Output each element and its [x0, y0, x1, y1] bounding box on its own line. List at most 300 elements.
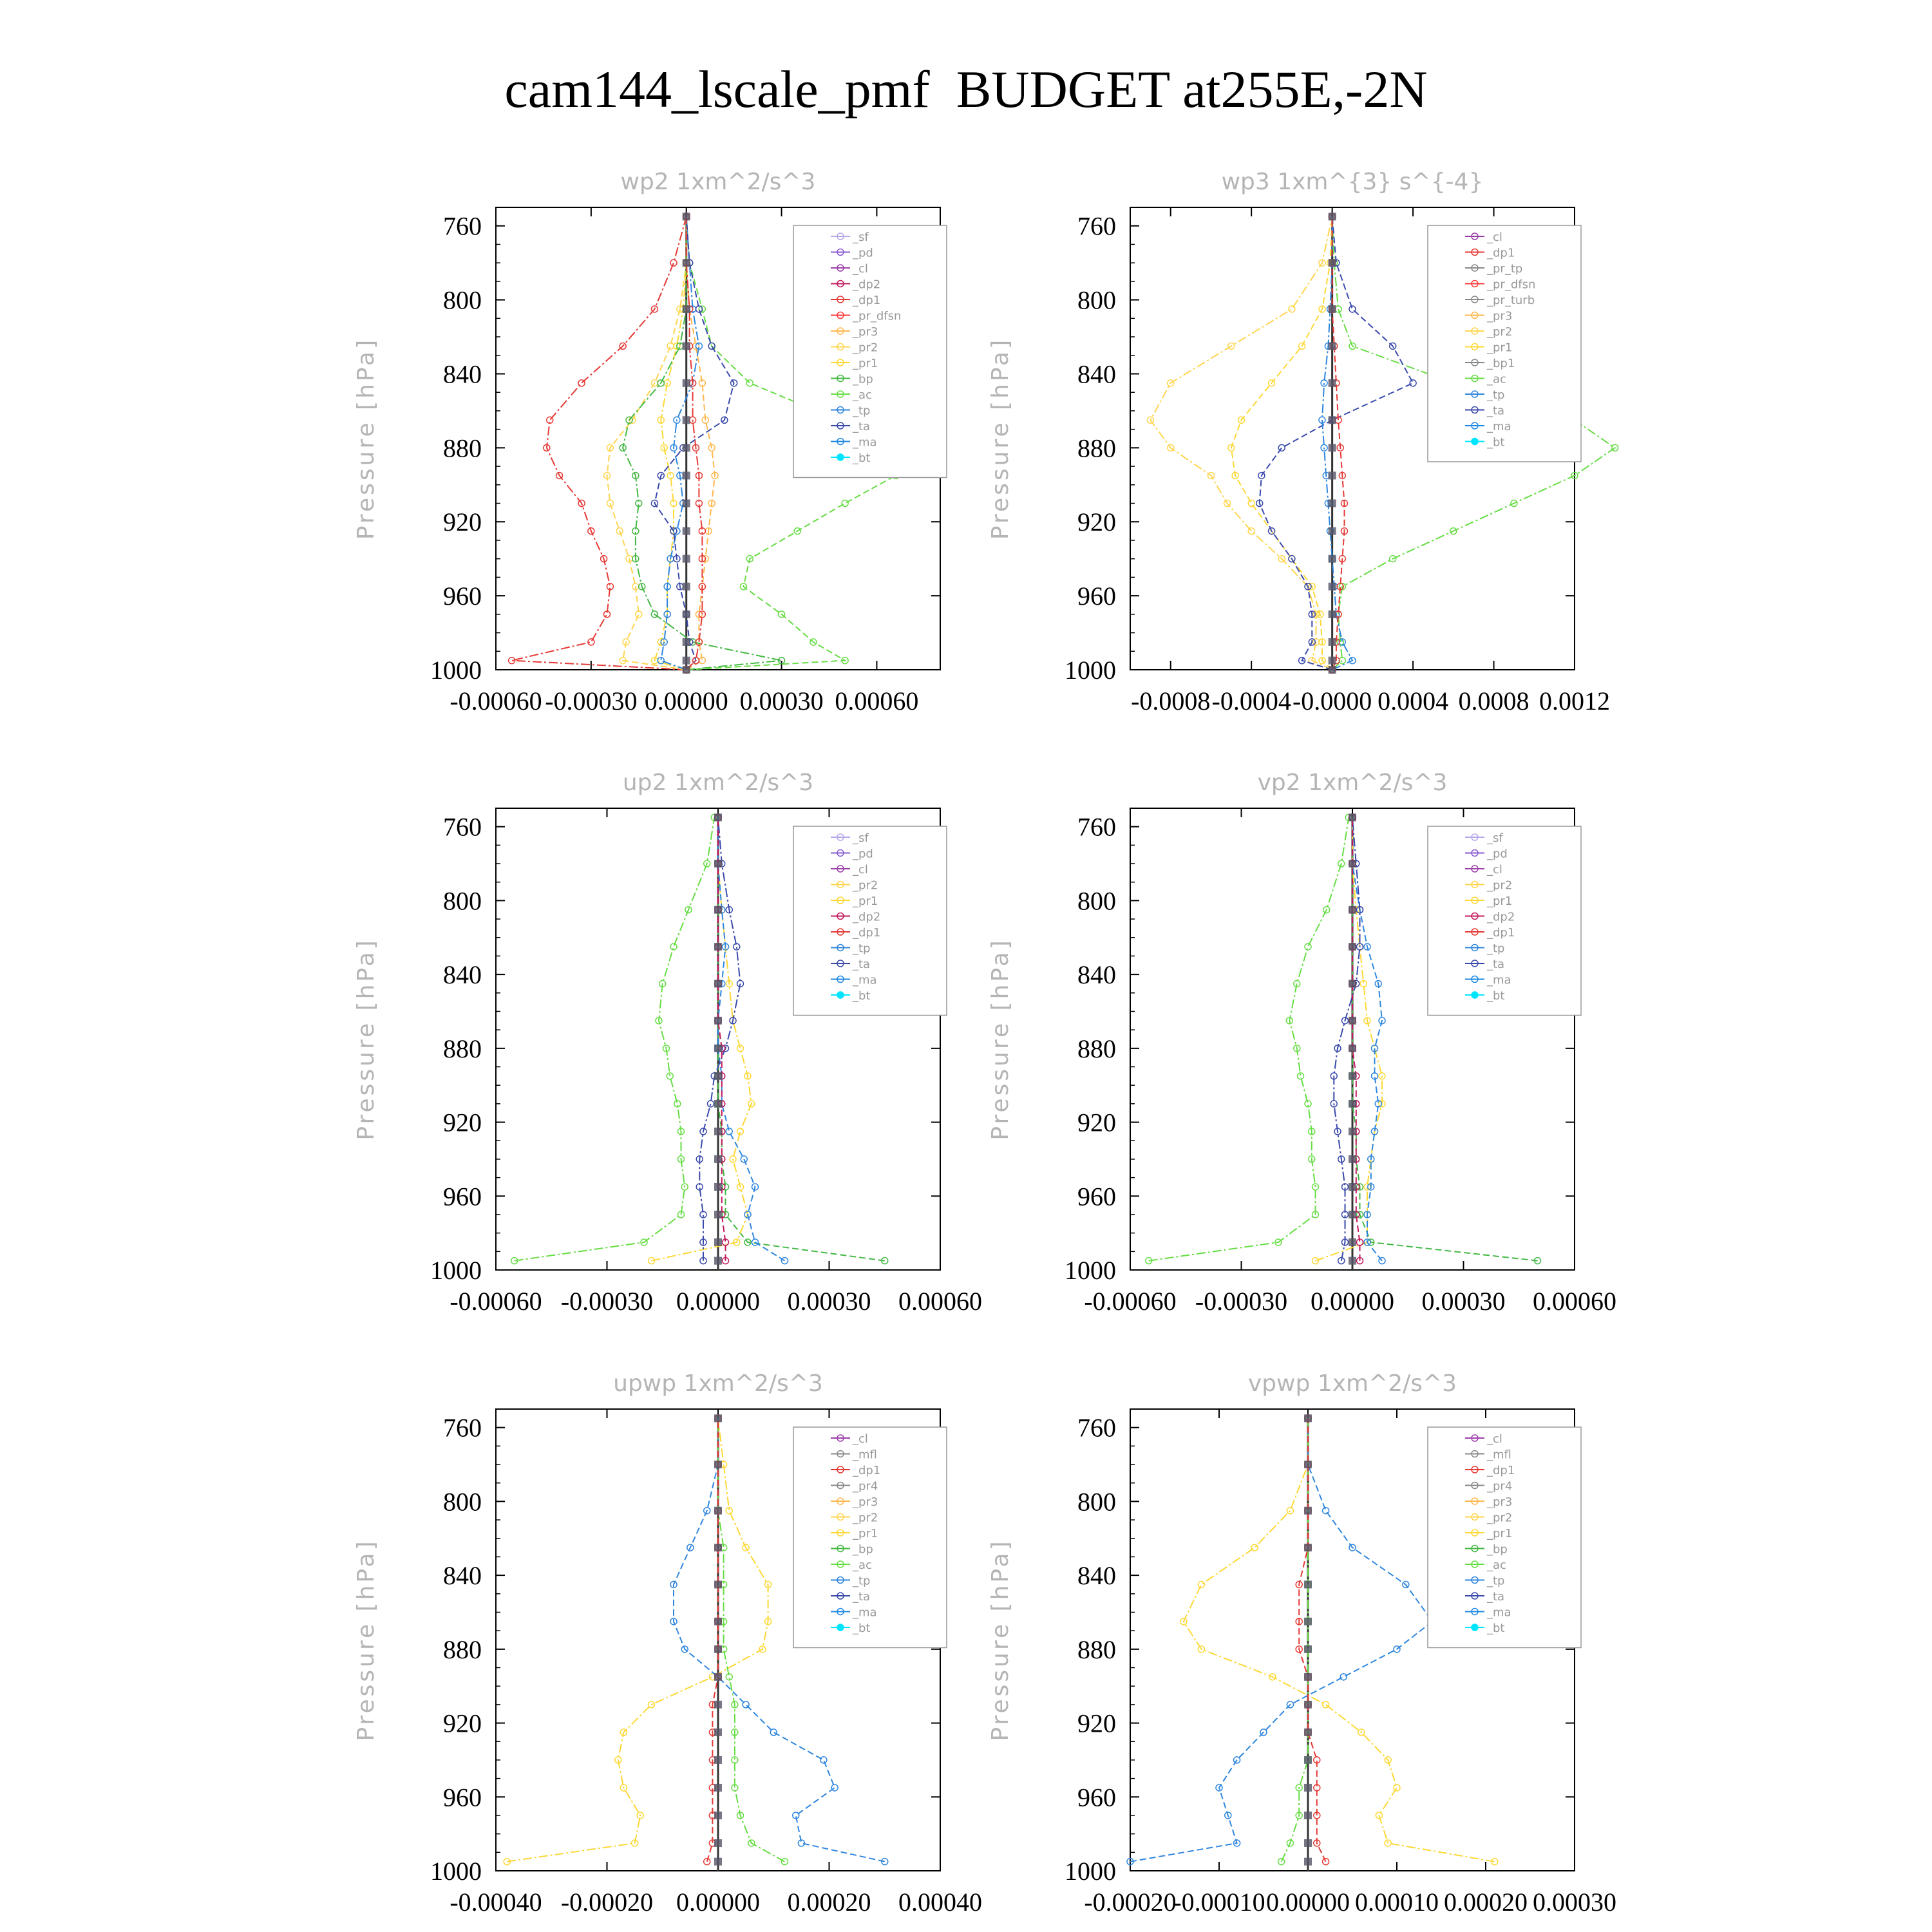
series-line	[1231, 216, 1332, 670]
legend-label: _ma	[1487, 420, 1511, 433]
x-tick-label: 0.00000	[676, 1888, 760, 1917]
legend-marker	[837, 992, 844, 998]
legend-label: _cl	[1487, 231, 1502, 244]
zero-marker	[683, 500, 690, 507]
chart-panel-6	[987, 1370, 1616, 1917]
data-point	[708, 1101, 714, 1107]
y-tick-label: 840	[443, 960, 482, 990]
zero-marker	[714, 1756, 722, 1764]
legend-label: _ta	[1487, 1590, 1505, 1604]
legend-label: _dp2	[1487, 910, 1515, 924]
y-tick-label: 800	[1077, 285, 1116, 315]
zero-marker	[1349, 980, 1356, 987]
zero-marker	[1329, 638, 1336, 646]
y-tick-label: 880	[443, 1034, 482, 1063]
x-tick-label: 0.00060	[898, 1287, 982, 1316]
data-point	[746, 380, 753, 386]
legend-marker	[1472, 1624, 1478, 1631]
y-axis-label: Pressure [hPa]	[353, 337, 379, 540]
data-point	[770, 1729, 777, 1736]
zero-marker	[1349, 1100, 1356, 1108]
series-line	[718, 1418, 785, 1861]
legend-label: _bt	[1487, 1622, 1505, 1635]
y-tick-label: 920	[443, 1709, 482, 1738]
data-point	[1278, 444, 1285, 451]
legend-label: _pr2	[853, 878, 878, 893]
zero-marker	[683, 657, 690, 665]
legend-label: _pr2	[1487, 878, 1513, 893]
series-line	[654, 216, 734, 670]
y-tick-label: 1000	[1065, 1256, 1116, 1285]
zero-marker	[1349, 1072, 1356, 1080]
chart-panel-4	[987, 770, 1616, 1316]
zero-marker	[1304, 1507, 1312, 1515]
data-point	[1340, 1674, 1347, 1680]
legend-label: _pr_tp	[1487, 262, 1523, 276]
zero-marker	[1349, 1017, 1356, 1025]
x-tick-label: 0.00000	[644, 687, 728, 715]
y-tick-label: 1000	[430, 656, 482, 685]
legend-label: _ac	[1487, 1558, 1506, 1572]
legend-label: _ta	[853, 958, 871, 971]
y-tick-label: 760	[443, 211, 482, 241]
legend-label: _dp1	[853, 294, 881, 307]
data-point	[1323, 1508, 1329, 1514]
zero-marker	[1329, 213, 1336, 220]
zero-marker	[1304, 1645, 1312, 1653]
zero-marker	[714, 1211, 722, 1218]
x-tick-label: -0.00060	[450, 1287, 542, 1316]
y-tick-label: 1000	[430, 1857, 482, 1886]
y-tick-label: 960	[443, 1783, 482, 1812]
zero-marker	[1304, 1812, 1312, 1819]
panel-title: vp2 1xm^2/s^3	[1257, 770, 1448, 796]
zero-marker	[714, 1839, 722, 1847]
legend-label: _tp	[853, 942, 871, 956]
y-tick-label: 960	[443, 1182, 482, 1211]
y-tick-label: 920	[1077, 1709, 1116, 1738]
x-tick-label: 0.00060	[1533, 1287, 1616, 1316]
legend-label: _pr2	[853, 1511, 878, 1525]
zero-marker	[714, 1618, 722, 1625]
legend-label: _pr1	[853, 895, 878, 908]
legend-label: _ta	[1487, 404, 1505, 418]
legend-label: _bp	[853, 372, 873, 386]
data-point	[1248, 500, 1255, 507]
x-tick-label: 0.00040	[898, 1888, 982, 1917]
legend-label: _tp	[853, 1574, 871, 1588]
legend-label: _dp1	[853, 1464, 881, 1477]
legend-label: _pd	[1487, 847, 1508, 861]
legend-label: _pd	[853, 847, 873, 861]
zero-marker	[1329, 444, 1336, 451]
legend-label: _ac	[1487, 372, 1506, 386]
legend-label: _ac	[853, 1558, 872, 1572]
y-axis-label: Pressure [hPa]	[353, 1539, 379, 1741]
legend-label: _pr_dfsn	[853, 309, 902, 323]
zero-marker	[714, 1461, 722, 1468]
series-line	[512, 216, 687, 670]
legend-label: _pd	[853, 246, 873, 260]
legend-label: _pr4	[1487, 1479, 1513, 1493]
y-axis-label: Pressure [hPa]	[353, 938, 379, 1141]
zero-marker	[714, 1812, 722, 1819]
y-tick-label: 880	[443, 433, 482, 463]
zero-marker	[714, 1257, 722, 1265]
legend-label: _cl	[1487, 1432, 1502, 1446]
chart-panel-5	[353, 1370, 982, 1917]
zero-marker	[1329, 583, 1336, 591]
y-tick-label: 760	[1077, 812, 1116, 842]
x-tick-label: -0.00060	[1084, 1287, 1177, 1316]
legend-label: _tp	[853, 404, 871, 418]
legend-label: _pr1	[1487, 1527, 1513, 1540]
legend-label: _bt	[1487, 989, 1505, 1003]
zero-marker	[714, 943, 722, 951]
y-tick-label: 760	[1077, 1413, 1116, 1443]
zero-marker	[714, 1238, 722, 1246]
zero-marker	[1349, 860, 1356, 867]
x-tick-label: -0.00030	[1195, 1287, 1288, 1316]
zero-marker	[714, 906, 722, 914]
data-point	[667, 1073, 673, 1079]
x-tick-label: -0.00060	[450, 687, 542, 715]
data-point	[1323, 1701, 1329, 1708]
legend-label: _ta	[853, 420, 871, 433]
legend-label: _tp	[1487, 1574, 1505, 1588]
legend-label: _dp1	[1487, 926, 1515, 940]
legend-label: _mfl	[853, 1448, 877, 1462]
legend-marker	[1472, 992, 1478, 998]
legend-label: _dp2	[853, 910, 881, 924]
legend-label: _pr2	[853, 341, 878, 355]
zero-marker	[1349, 1155, 1356, 1163]
x-tick-label: 0.00000	[1266, 1888, 1350, 1917]
y-tick-label: 1000	[1065, 1857, 1116, 1886]
zero-marker	[1349, 1183, 1356, 1191]
zero-marker	[714, 1414, 722, 1422]
legend-label: _bt	[853, 451, 871, 465]
x-tick-label: -0.0000	[1292, 687, 1372, 715]
zero-marker	[714, 1183, 722, 1191]
data-point	[1251, 1544, 1258, 1551]
legend-label: _bp	[853, 1542, 873, 1557]
data-point	[670, 260, 677, 266]
legend-marker	[837, 1624, 844, 1631]
legend-label: _pr2	[1487, 1511, 1513, 1525]
legend-label: _pr3	[1487, 309, 1513, 323]
series-line	[654, 216, 686, 670]
x-tick-label: 0.00000	[676, 1287, 760, 1316]
zero-marker	[1329, 611, 1336, 618]
data-point	[1248, 528, 1255, 535]
x-tick-label: -0.00040	[450, 1888, 542, 1917]
zero-marker	[683, 638, 690, 646]
y-tick-label: 920	[1077, 1108, 1116, 1137]
x-tick-label: 0.00020	[1444, 1888, 1528, 1917]
zero-marker	[683, 555, 690, 563]
legend-label: _pr4	[853, 1479, 878, 1493]
chart-panel-1	[353, 169, 947, 715]
legend-label: _pr1	[1487, 895, 1513, 908]
zero-marker	[714, 1100, 722, 1108]
y-tick-label: 880	[1077, 1634, 1116, 1664]
legend-label: _ac	[853, 388, 872, 402]
zero-marker	[1329, 471, 1336, 479]
data-point	[578, 380, 585, 386]
zero-marker	[1304, 1858, 1312, 1866]
y-tick-label: 800	[1077, 886, 1116, 916]
zero-marker	[1329, 500, 1336, 507]
x-tick-label: 0.0008	[1458, 687, 1530, 715]
zero-marker	[683, 416, 690, 424]
data-point	[670, 943, 677, 950]
legend-label: _ta	[1487, 958, 1505, 971]
y-tick-label: 960	[1077, 1182, 1116, 1211]
zero-marker	[1349, 1238, 1356, 1246]
data-point	[1360, 980, 1367, 987]
y-tick-label: 960	[1077, 582, 1116, 611]
zero-marker	[683, 213, 690, 220]
x-tick-label: 0.00030	[1533, 1888, 1616, 1917]
data-point	[1339, 658, 1345, 664]
legend-label: _dp2	[853, 278, 881, 292]
zero-marker	[1349, 906, 1356, 914]
zero-marker	[714, 1728, 722, 1736]
legend-label: _bp1	[1487, 357, 1515, 370]
zero-marker	[714, 1017, 722, 1025]
data-point	[1394, 1785, 1400, 1791]
x-tick-label: 0.0004	[1378, 687, 1449, 715]
chart-panel-3	[353, 770, 982, 1316]
zero-marker	[683, 471, 690, 479]
legend-label: _ma	[853, 435, 877, 450]
zero-marker	[1304, 1701, 1312, 1709]
y-axis-label: Pressure [hPa]	[987, 938, 1014, 1141]
x-tick-label: 0.00000	[1311, 1287, 1394, 1316]
zero-marker	[1329, 305, 1336, 313]
zero-marker	[714, 1507, 722, 1515]
legend-label: _pr1	[853, 1527, 878, 1540]
zero-marker	[1304, 1784, 1312, 1792]
zero-marker	[1349, 1045, 1356, 1052]
series-line	[507, 1418, 768, 1861]
zero-marker	[1329, 416, 1336, 424]
data-point	[1289, 306, 1295, 312]
zero-marker	[683, 666, 690, 674]
zero-marker	[683, 379, 690, 387]
zero-marker	[1304, 1618, 1312, 1625]
series-line	[1332, 216, 1345, 670]
y-tick-label: 840	[1077, 1561, 1116, 1591]
x-tick-label: -0.00030	[560, 1287, 654, 1316]
zero-marker	[1349, 943, 1356, 951]
y-tick-label: 760	[1077, 211, 1116, 241]
data-point	[831, 1785, 838, 1791]
y-tick-label: 840	[1077, 960, 1116, 990]
series-line	[1282, 1418, 1308, 1861]
data-point	[820, 1757, 827, 1763]
y-tick-label: 840	[443, 1561, 482, 1591]
zero-marker	[1349, 1257, 1356, 1265]
legend-label: _cl	[1487, 863, 1502, 876]
data-point	[636, 611, 642, 618]
legend-label: _sf	[1487, 831, 1503, 845]
zero-marker	[1349, 1211, 1356, 1218]
x-tick-label: 0.00010	[1355, 1888, 1439, 1917]
page-title: cam144_lscale_pmf BUDGET at255E,-2N	[504, 60, 1428, 118]
zero-marker	[1329, 657, 1336, 665]
zero-marker	[1304, 1673, 1312, 1681]
zero-marker	[714, 1645, 722, 1653]
x-tick-label: -0.00020	[1084, 1888, 1177, 1917]
legend-label: _pr_turb	[1487, 294, 1535, 307]
series-line	[515, 817, 715, 1260]
legend-label: _pr1	[1487, 341, 1513, 355]
zero-marker	[1329, 666, 1336, 674]
x-tick-label: -0.0004	[1211, 687, 1291, 715]
legend-label: _tp	[1487, 388, 1505, 402]
zero-marker	[1304, 1580, 1312, 1588]
zero-marker	[1329, 259, 1336, 267]
data-point	[1321, 380, 1327, 386]
legend-label: _bp	[1487, 1542, 1508, 1557]
data-point	[1287, 1508, 1293, 1514]
data-point	[1305, 943, 1311, 950]
zero-marker	[714, 1784, 722, 1792]
panel-title: vpwp 1xm^2/s^3	[1247, 1370, 1457, 1397]
series-line	[1130, 1418, 1432, 1861]
x-tick-label: -0.00020	[560, 1888, 654, 1917]
chart-panel-2	[987, 169, 1618, 715]
x-tick-label: 0.00030	[787, 1287, 871, 1316]
x-tick-label: -0.0008	[1131, 687, 1211, 715]
x-tick-label: 0.00030	[739, 687, 824, 715]
zero-marker	[714, 1072, 722, 1080]
legend-label: _mfl	[1487, 1448, 1511, 1462]
legend-label: _dp1	[1487, 1464, 1515, 1477]
zero-marker	[1349, 813, 1356, 821]
x-tick-label: 0.0012	[1539, 687, 1610, 715]
y-tick-label: 760	[443, 1413, 482, 1443]
zero-marker	[683, 342, 690, 350]
data-point	[743, 1701, 749, 1708]
y-tick-label: 800	[443, 886, 482, 916]
legend-label: _cl	[853, 262, 868, 276]
y-tick-label: 760	[443, 812, 482, 842]
zero-marker	[683, 611, 690, 618]
y-tick-label: 800	[443, 1487, 482, 1517]
series-line	[1150, 216, 1332, 670]
y-tick-label: 920	[1077, 507, 1116, 537]
legend-label: _pr_dfsn	[1487, 278, 1536, 292]
zero-marker	[1304, 1414, 1312, 1422]
zero-marker	[1329, 527, 1336, 535]
x-tick-label: -0.00030	[545, 687, 638, 715]
legend-label: _ma	[1487, 1605, 1511, 1620]
y-tick-label: 1000	[430, 1256, 482, 1285]
legend-label: _pr3	[1487, 1495, 1513, 1509]
zero-marker	[1304, 1839, 1312, 1847]
y-tick-label: 840	[443, 359, 482, 389]
legend-label: _sf	[853, 231, 869, 244]
zero-marker	[683, 583, 690, 591]
legend-marker	[837, 454, 844, 460]
zero-marker	[1304, 1461, 1312, 1468]
zero-marker	[714, 1155, 722, 1163]
legend-label: _cl	[853, 1432, 868, 1446]
data-point	[667, 343, 674, 349]
legend-label: _pr3	[853, 1495, 878, 1509]
zero-marker	[714, 1045, 722, 1052]
series-line	[707, 1418, 718, 1861]
zero-marker	[1329, 342, 1336, 350]
data-point	[1410, 380, 1416, 386]
legend-label: _ma	[853, 1605, 877, 1620]
y-tick-label: 960	[1077, 1783, 1116, 1812]
legend-label: _sf	[853, 831, 869, 845]
zero-marker	[714, 813, 722, 821]
legend-label: _pr2	[1487, 325, 1513, 339]
panel-title: upwp 1xm^2/s^3	[613, 1370, 823, 1397]
zero-marker	[683, 444, 690, 451]
legend-label: _bt	[853, 989, 871, 1003]
zero-marker	[714, 1544, 722, 1551]
legend-label: _bt	[853, 1622, 871, 1635]
y-tick-label: 800	[443, 285, 482, 315]
zero-marker	[1349, 1128, 1356, 1135]
series-line	[1299, 1418, 1325, 1861]
legend-label: _bt	[1487, 435, 1505, 450]
zero-marker	[1329, 555, 1336, 563]
x-tick-label: 0.00030	[1421, 1287, 1506, 1316]
legend-label: _pr1	[853, 357, 878, 370]
x-tick-label: -0.00010	[1173, 1888, 1265, 1917]
zero-marker	[714, 1858, 722, 1866]
zero-marker	[714, 860, 722, 867]
x-tick-label: 0.00060	[835, 687, 919, 715]
zero-marker	[1304, 1728, 1312, 1736]
y-tick-label: 880	[1077, 433, 1116, 463]
zero-marker	[683, 305, 690, 313]
zero-marker	[1329, 379, 1336, 387]
y-tick-label: 920	[443, 507, 482, 537]
series-line	[1322, 216, 1352, 670]
y-axis-label: Pressure [hPa]	[987, 337, 1014, 540]
legend-label: _pr3	[853, 325, 878, 339]
data-point	[509, 658, 515, 664]
zero-marker	[683, 527, 690, 535]
y-tick-label: 800	[1077, 1487, 1116, 1517]
zero-marker	[1304, 1756, 1312, 1764]
legend-label: _ma	[1487, 973, 1511, 987]
legend-label: _ta	[853, 1590, 871, 1604]
x-tick-label: 0.00020	[787, 1888, 871, 1917]
data-point	[1349, 306, 1356, 312]
legend-marker	[1472, 439, 1478, 445]
series-line	[652, 817, 752, 1260]
zero-marker	[714, 1128, 722, 1135]
legend-label: _dp1	[1487, 246, 1515, 260]
panel-title: wp3 1xm^{3} s^{-4}	[1221, 169, 1484, 195]
legend-label: _cl	[853, 863, 868, 876]
zero-marker	[683, 259, 690, 267]
zero-marker	[1304, 1544, 1312, 1551]
zero-marker	[714, 1580, 722, 1588]
y-tick-label: 960	[443, 582, 482, 611]
data-point	[842, 500, 848, 507]
y-tick-label: 920	[443, 1108, 482, 1137]
